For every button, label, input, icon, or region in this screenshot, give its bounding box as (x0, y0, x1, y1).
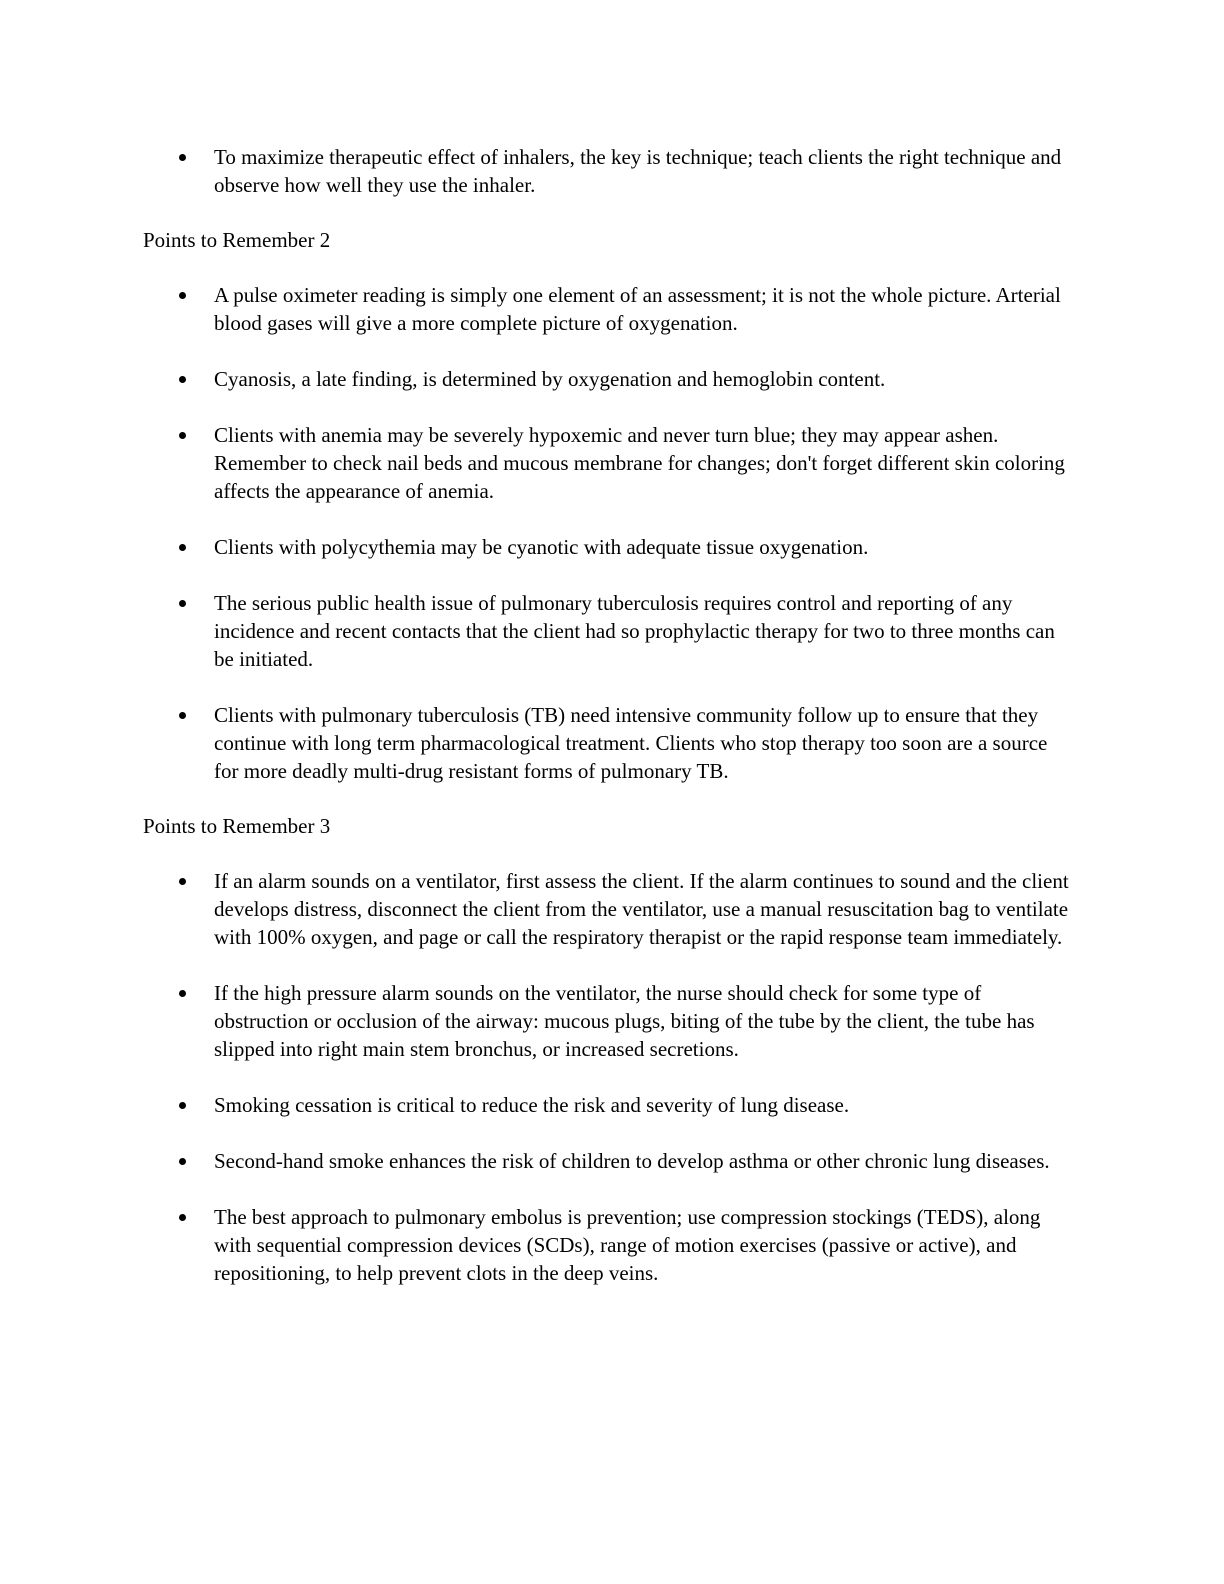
bullet-dot-icon (179, 154, 186, 161)
list-item-text: Cyanosis, a late finding, is determined by oxygenation and hemoglobin content. (214, 367, 886, 391)
bullet-dot-icon (179, 292, 186, 299)
list-item-text: If the high pressure alarm sounds on the ventilator, the nurse should check for some type of obstruction or occlusion of the airway: mucous plugs, biting of the tube by the client, the tube has slipped into right main stem bronchus, or increased secretions. (214, 981, 1035, 1061)
list-item (143, 365, 1073, 393)
bullet-list-points-2 (143, 281, 1073, 785)
list-item (143, 589, 1073, 673)
list-item-text: Clients with anemia may be severely hypoxemic and never turn blue; they may appear ashen. Remember to check nail beds and mucous membrane for changes; don't forget different skin coloring affects the appearance of anemia. (214, 423, 1065, 503)
list-item (143, 143, 1073, 199)
list-item (143, 701, 1073, 785)
bullet-dot-icon (179, 712, 186, 719)
list-item (143, 421, 1073, 505)
bullet-list-points-3 (143, 867, 1073, 1287)
list-item-text: To maximize therapeutic effect of inhalers, the key is technique; teach clients the right technique and observe how well they use the inhaler. (214, 145, 1062, 197)
bullet-dot-icon (179, 878, 186, 885)
bullet-dot-icon (179, 376, 186, 383)
document-page (143, 143, 1073, 1287)
list-item-text: Clients with polycythemia may be cyanotic with adequate tissue oxygenation. (214, 535, 869, 559)
list-item (143, 533, 1073, 561)
section-heading-points-2: Points to Remember 2 (143, 228, 331, 252)
bullet-dot-icon (179, 600, 186, 607)
bullet-list-intro (143, 143, 1073, 199)
list-item-text: Clients with pulmonary tuberculosis (TB) need intensive community follow up to ensure that they continue with long term pharmacological treatment. Clients who stop therapy too soon are a source for more deadly multi-drug resistant forms of pulmonary TB. (214, 703, 1048, 783)
bullet-dot-icon (179, 432, 186, 439)
list-item-text: Smoking cessation is critical to reduce the risk and severity of lung disease. (214, 1093, 850, 1117)
list-item (143, 1091, 1073, 1119)
bullet-dot-icon (179, 1214, 186, 1221)
list-item (143, 979, 1073, 1063)
bullet-dot-icon (179, 544, 186, 551)
list-item (143, 281, 1073, 337)
list-item-text: The best approach to pulmonary embolus is prevention; use compression stockings (TEDS), along with sequential compression devices (SCDs), range of motion exercises (passive or active), and repositioning, to help prevent clots in the deep veins. (214, 1205, 1041, 1285)
list-item-text: If an alarm sounds on a ventilator, first assess the client. If the alarm continues to sound and the client develops distress, disconnect the client from the ventilator, use a manual resuscitation bag to ventilate with 100% oxygen, and page or call the respiratory therapist or the rapid response team immediately. (214, 869, 1069, 949)
list-item-text: Second-hand smoke enhances the risk of children to develop asthma or other chronic lung diseases. (214, 1149, 1050, 1173)
list-item (143, 867, 1073, 951)
bullet-dot-icon (179, 1158, 186, 1165)
list-item-text: A pulse oximeter reading is simply one element of an assessment; it is not the whole picture. Arterial blood gases will give a more complete picture of oxygenation. (214, 283, 1061, 335)
list-item-text: The serious public health issue of pulmonary tuberculosis requires control and reporting of any incidence and recent contacts that the client had so prophylactic therapy for two to three months can be initiated. (214, 591, 1055, 671)
section-heading-points-3: Points to Remember 3 (143, 814, 331, 838)
bullet-dot-icon (179, 990, 186, 997)
list-item (143, 1147, 1073, 1175)
list-item (143, 1203, 1073, 1287)
bullet-dot-icon (179, 1102, 186, 1109)
